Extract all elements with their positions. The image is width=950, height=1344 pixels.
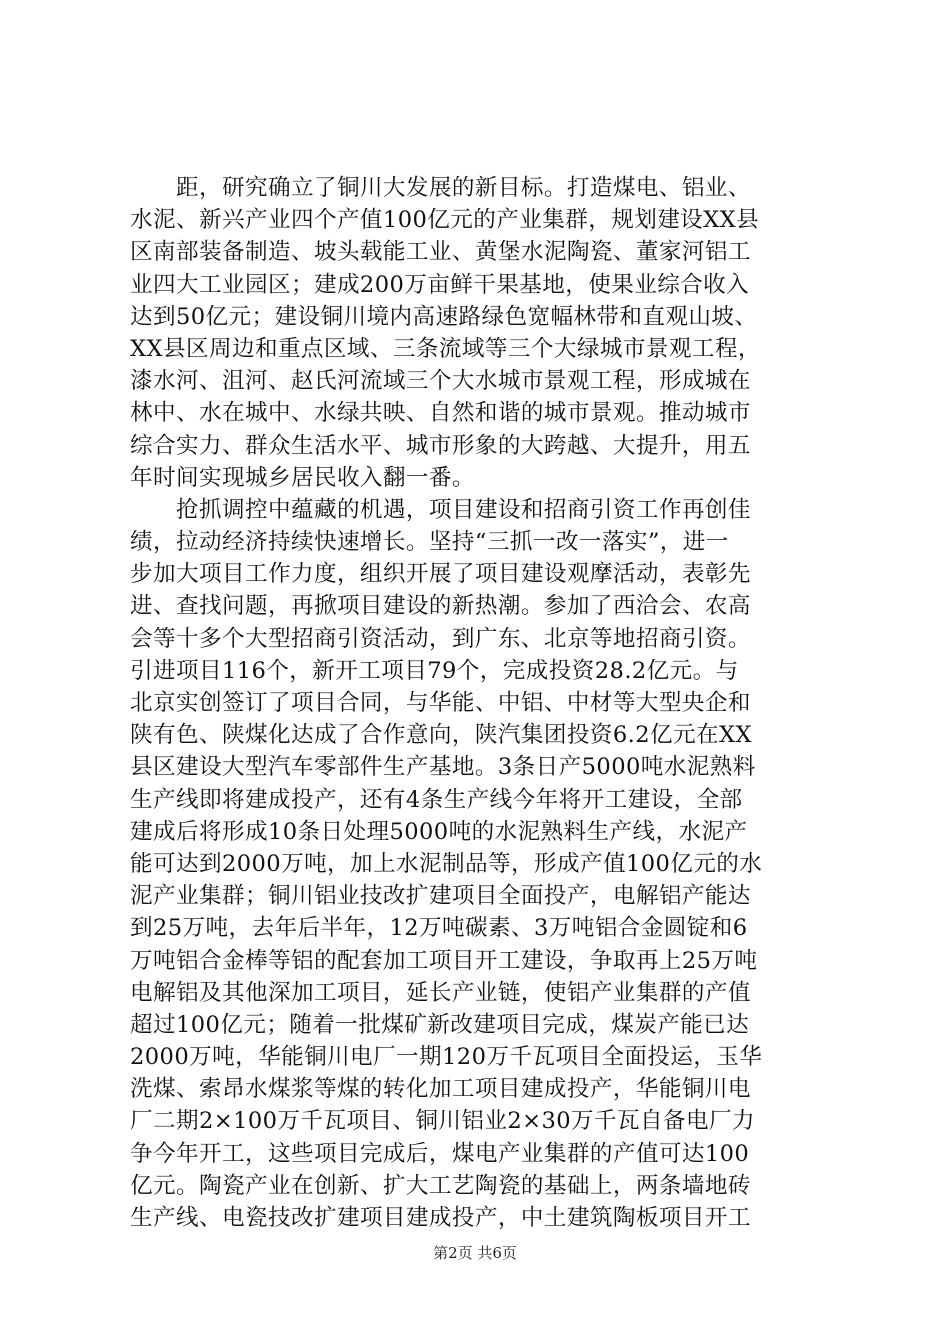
text-line: 综合实力、群众生活水平、城市形象的大跨越、大提升，用五: [130, 432, 751, 459]
text-line: 建成后将形成10条日处理5000吨的水泥熟料生产线，水泥产: [130, 818, 748, 845]
text-line: XX县区周边和重点区域、三条流域等三个大绿城市景观工程，: [130, 335, 761, 362]
text-line: 亿元。陶瓷产业在创新、扩大工艺陶瓷的基础上，两条墙地砖: [130, 1172, 751, 1199]
document-body: [130, 172, 830, 1234]
text-line: 洗煤、索昂水煤浆等煤的转化加工项目建成投产，华能铜川电: [130, 1076, 751, 1103]
text-line: 陕有色、陕煤化达成了合作意向，陕汽集团投资6.2亿元在XX: [130, 722, 752, 749]
text-line: 引进项目116个，新开工项目79个，完成投资28.2亿元。与: [130, 657, 739, 684]
text-line: 进、查找问题，再掀项目建设的新热潮。参加了西洽会、农高: [130, 593, 751, 620]
text-line: 北京实创签订了项目合同，与华能、中铝、中材等大型央企和: [130, 690, 751, 716]
text-line: 厂二期2×100万千瓦项目、铜川铝业2×30万千瓦自备电厂力: [130, 1108, 755, 1135]
text-line: 万吨铝合金棒等铝的配套加工项目开工建设，争取再上25万吨: [130, 947, 758, 974]
text-line: 抢抓调控中蕴藏的机遇，项目建设和招商引资工作再创佳: [130, 496, 751, 523]
text-line: 达到50亿元；建设铜川境内高速路绿色宽幅林带和直观山坡、: [130, 303, 758, 330]
text-line: 县区建设大型汽车零部件生产基地。3条日产5000吨水泥熟料: [130, 754, 756, 781]
text-line: 2000万吨，华能铜川电厂一期120万千瓦项目全面投运，玉华: [130, 1044, 763, 1071]
page-footer: [0, 1243, 950, 1263]
text-line: 到25万吨，去年后半年，12万吨碳素、3万吨铝合金圆锭和6: [130, 915, 748, 942]
text-line: 年时间实现城乡居民收入翻一番。: [130, 464, 475, 491]
text-line: 区南部装备制造、坡头载能工业、黄堡水泥陶瓷、董家河铝工: [130, 239, 751, 266]
text-line: 步加大项目工作力度，组织开展了项目建设观摩活动，表彰先: [130, 561, 751, 588]
text-line: 距，研究确立了铜川大发展的新目标。打造煤电、铝业、: [130, 175, 751, 201]
text-line: 争今年开工，这些项目完成后，煤电产业集群的产值可达100: [130, 1140, 750, 1167]
text-line: 会等十多个大型招商引资活动，到广东、北京等地招商引资。: [130, 625, 751, 652]
text-line: 水泥、新兴产业四个产值100亿元的产业集群，规划建设XX县: [130, 207, 760, 234]
text-line: 超过100亿元；随着一批煤矿新改建项目完成，煤炭产能已达: [130, 1011, 750, 1038]
text-line: 生产线、电瓷技改扩建项目建成投产，中土建筑陶板项目开工: [130, 1205, 751, 1231]
text-line: 生产线即将建成投产，还有4条生产线今年将开工建设，全部: [130, 786, 743, 813]
text-line: 能可达到2000万吨，加上水泥制品等，形成产值100亿元的水: [130, 850, 763, 877]
text-line: 业四大工业园区；建成200万亩鲜干果基地，使果业综合收入: [130, 271, 750, 298]
text-line: 绩，拉动经济持续快速增长。坚持“三抓一改一落实”，进一: [130, 529, 729, 556]
text-line: 林中、水在城中、水绿共映、自然和谐的城市景观。推动城市: [130, 400, 751, 427]
text-line: 电解铝及其他深加工项目，延长产业链，使铝产业集群的产值: [130, 979, 751, 1006]
text-line: 漆水河、沮河、赵氏河流域三个大水城市景观工程，形成城在: [130, 368, 751, 395]
text-line: 泥产业集群；铜川铝业技改扩建项目全面投产，电解铝产能达: [130, 883, 751, 910]
page-number-label: 第2页 共6页: [433, 1244, 517, 1262]
